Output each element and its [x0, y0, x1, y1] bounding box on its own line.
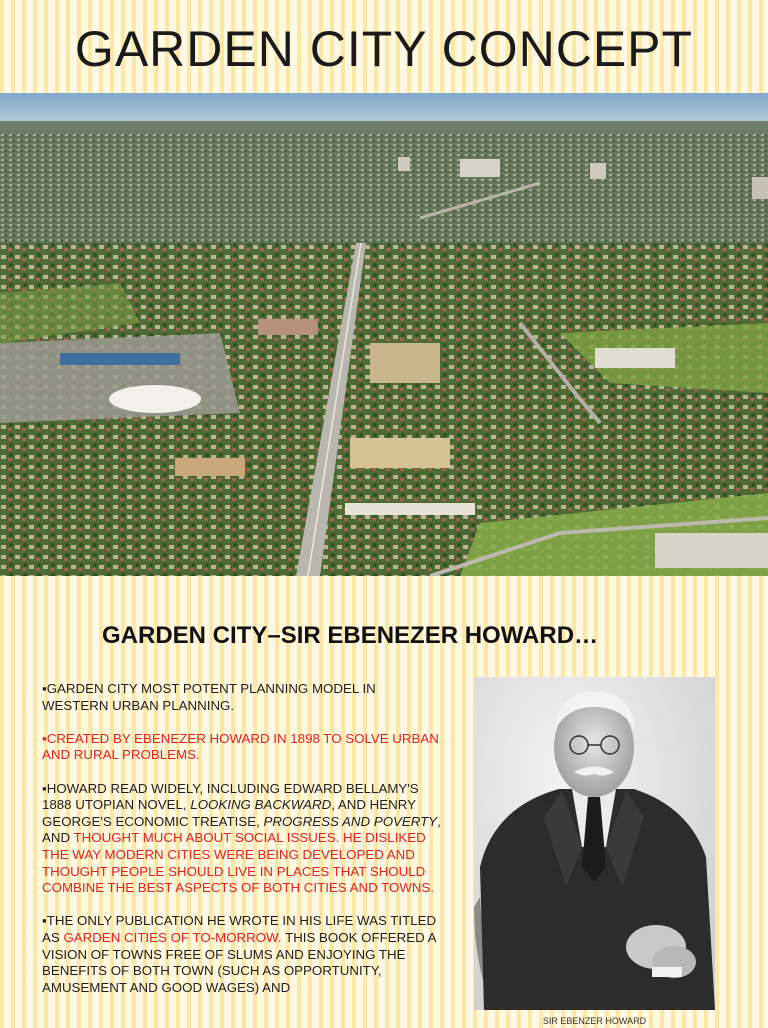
- book-title-looking-backward: LOOKING BACKWARD: [190, 797, 332, 813]
- influences-text-2: , AND HENRY GEORGE'S ECONOMIC TREATISE,: [42, 797, 416, 829]
- paragraph-planning-model: ▪GARDEN CITY MOST POTENT PLANNING MODEL IN WESTERN URBAN PLANNING.: [42, 681, 376, 713]
- portrait-photo: [474, 677, 715, 1010]
- slide-title: GARDEN CITY CONCEPT: [74, 21, 694, 77]
- aerial-city-photo: [0, 93, 768, 576]
- book-title-progress-and-poverty: PROGRESS AND POVERTY: [263, 813, 438, 829]
- portrait-caption: SIR EBENZER HOWARD: [542, 1016, 647, 1026]
- influences-text-1: ▪HOWARD READ WIDELY, INCLUDING EDWARD BELLAMY'S 1888 UTOPIAN NOVEL,: [42, 780, 419, 813]
- paragraph-influences: [42, 781, 442, 897]
- publication-text-2: THIS BOOK OFFERED A VISION OF TOWNS FREE OF SLUMS AND ENJOYING THE BENEFITS OF BOTH TOWN (SUCH AS OPPORTUNITY, AMUSEMENT AND GOOD WAGES) AND: [42, 929, 436, 995]
- publication-text-1: ▪THE ONLY PUBLICATION HE WROTE IN HIS LIFE WAS TITLED AS: [42, 913, 437, 945]
- paragraph-publication: [42, 913, 442, 996]
- publication-title: GARDEN CITIES OF TO-MORROW.: [63, 929, 282, 945]
- influences-text-3: , AND: [42, 813, 441, 846]
- influences-highlight: THOUGHT MUCH ABOUT SOCIAL ISSUES. HE DISLIKED THE WAY MODERN CITIES WERE BEING DEVELOPED AND THOUGHT PEOPLE SHOULD LIVE IN PLACES THAT SHOULD COMBINE THE BEST ASPECTS OF BOTH CITIES AND TOWNS.: [42, 830, 435, 896]
- section-heading: GARDEN CITY–SIR EBENEZER HOWARD…: [102, 622, 599, 649]
- paragraph-created-by: ▪CREATED BY EBENEZER HOWARD IN 1898 TO SOLVE URBAN AND RURAL PROBLEMS.: [42, 730, 439, 763]
- body-text: [42, 681, 442, 1024]
